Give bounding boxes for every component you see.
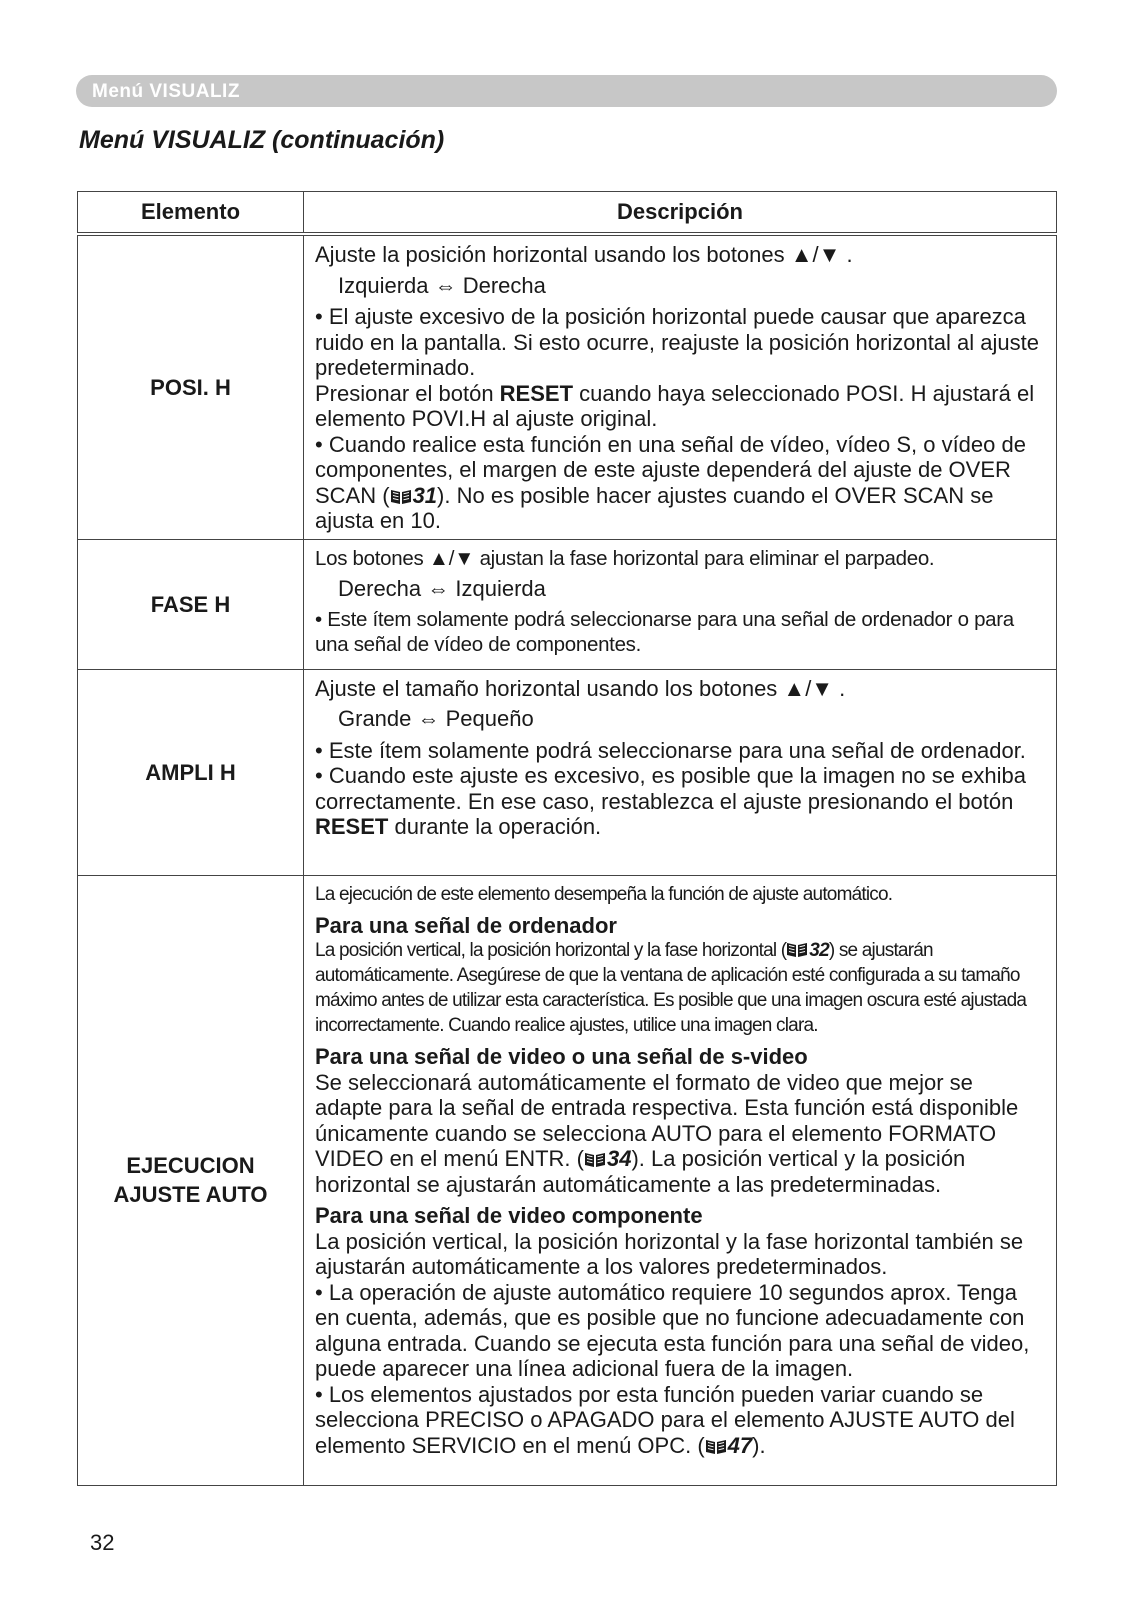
table-row — [78, 234, 1057, 539]
description-line: Los botones ▲/▼ ajustan la fase horizontal para eliminar el parpadeo. — [315, 546, 935, 570]
book-icon — [390, 485, 412, 502]
description-line: Ajuste la posición horizontal usando los botones ▲/▼ . — [315, 242, 853, 267]
banner-label: Menú VISUALIZ — [92, 81, 240, 102]
note-line: • El ajuste excesivo de la posición horizontal puede causar que aparezca ruido en la pantalla. Si esto ocurre, reajuste la posición horizontal al ajuste predeterminado. — [315, 304, 1039, 380]
note-line — [315, 763, 1046, 840]
note-line: • Este ítem solamente podrá seleccionarse para una señal de ordenador o para una señal de vídeo de componentes. — [315, 608, 1014, 656]
text-fragment: durante la operación. — [388, 814, 602, 839]
text-fragment: ). — [752, 1432, 766, 1458]
note-line — [315, 1070, 1046, 1198]
page-reference: 34 — [606, 1146, 632, 1171]
description-posi-h — [304, 234, 1057, 539]
reset-keyword: RESET — [499, 380, 574, 406]
table-row — [78, 875, 1057, 1485]
description-ejecucion-ajuste-auto — [304, 875, 1057, 1485]
element-posi-h: POSI. H — [78, 234, 304, 539]
note-line: • La operación de ajuste automático requiere 10 segundos aprox. Tenga en cuenta, además, que es posible que no funcione adecuadamente con alguna entrada. Cuando se ejecuta esta función para una señal de video, puede aparecer una línea adicional fuera de la imagen. — [315, 1279, 1030, 1381]
text-fragment: ) se ajustarán automáticamente. Asegúrese de que la ventana de aplicación esté configurada a su tamaño máximo antes de utilizar esta característica. Es posible que una imagen oscura esté ajustada incorrectamente. Cuando realice ajustes, utilice una imagen clara. — [315, 940, 1027, 1036]
description-line: Ajuste el tamaño horizontal usando los botones ▲/▼ . — [315, 675, 846, 701]
table-row — [78, 539, 1057, 669]
note-line — [315, 432, 1046, 534]
description-fase-h — [304, 539, 1057, 669]
text-fragment: • Cuando realice esta función en una señal de vídeo, vídeo S, o vídeo de componentes, el margen de este ajuste dependerá del ajuste de OVER SCAN ( — [315, 431, 1026, 508]
reset-keyword: RESET — [315, 814, 389, 839]
description-ampli-h — [304, 669, 1057, 875]
table-header-row — [78, 192, 1057, 235]
element-ejecucion-ajuste-auto — [78, 875, 304, 1485]
text-fragment: ). No es posible hacer ajustes cuando el OVER SCAN se ajusta en 10. — [315, 482, 994, 533]
column-header-descripcion: Descripción — [304, 192, 1057, 235]
subheading-video-svideo: Para una señal de video o una señal de s-video — [315, 1044, 808, 1069]
section-banner — [76, 75, 1057, 107]
page-reference: 47 — [727, 1432, 753, 1458]
page-reference: 31 — [412, 482, 438, 508]
page-number: 32 — [90, 1530, 115, 1555]
range-line: Izquierda ⇔ Derecha — [338, 272, 546, 298]
text-fragment: Se seleccionará automáticamente el formato de video que mejor se adapte para la señal de entrada respectiva. Esta función está disponible únicamente cuando se selecciona AUTO para el elemento FORMATO VIDEO en el menú ENTR. ( — [315, 1069, 1019, 1171]
table-row — [78, 669, 1057, 875]
element-fase-h: FASE H — [78, 539, 304, 669]
subheading-video-componente: Para una señal de video componente — [315, 1203, 703, 1228]
note-line: • Este ítem solamente podrá seleccionarse para una señal de ordenador. — [315, 737, 1026, 763]
book-icon — [786, 940, 808, 957]
text-fragment: ). La posición vertical y la posición horizontal se ajustarán automáticamente a las predeterminadas. — [315, 1146, 966, 1197]
note-line — [315, 938, 1046, 1038]
description-line: La ejecución de este elemento desempeña la función de ajuste automático. — [315, 883, 893, 905]
note-line — [315, 381, 1046, 432]
text-fragment: cuando haya seleccionado POSI. H ajustará el elemento POVI.H al ajuste original. — [315, 380, 1035, 431]
range-line: Grande ⇔ Pequeño — [338, 706, 534, 731]
range-line: Derecha ⇔ Izquierda — [338, 575, 546, 601]
text-fragment: • Los elementos ajustados por esta función pueden variar cuando se selecciona PRECISO o APAGADO para el elemento AJUSTE AUTO del elemento SERVICIO en el menú OPC. ( — [315, 1381, 1015, 1458]
page-title: Menú VISUALIZ (continuación) — [79, 126, 445, 154]
text-fragment: Presionar el botón — [315, 380, 500, 406]
subheading-ordenador: Para una señal de ordenador — [315, 912, 617, 938]
note-line — [315, 1382, 1046, 1459]
menu-table — [77, 191, 1057, 1486]
page-reference: 32 — [809, 940, 829, 961]
book-icon — [584, 1148, 606, 1165]
element-ampli-h: AMPLI H — [78, 669, 304, 875]
book-icon — [705, 1435, 727, 1452]
text-fragment: La posición vertical, la posición horizontal y la fase horizontal ( — [315, 940, 787, 961]
column-header-elemento: Elemento — [78, 192, 304, 235]
note-line: La posición vertical, la posición horizontal y la fase horizontal también se ajustarán automáticamente a los valores predeterminados. — [315, 1228, 1024, 1279]
element-label-line: AJUSTE AUTO — [113, 1182, 268, 1207]
element-label-line: EJECUCION — [126, 1153, 255, 1178]
text-fragment: • Cuando este ajuste es excesivo, es posible que la imagen no se exhiba correctamente. En ese caso, restablezca el ajuste presionando el botón — [315, 763, 1026, 814]
